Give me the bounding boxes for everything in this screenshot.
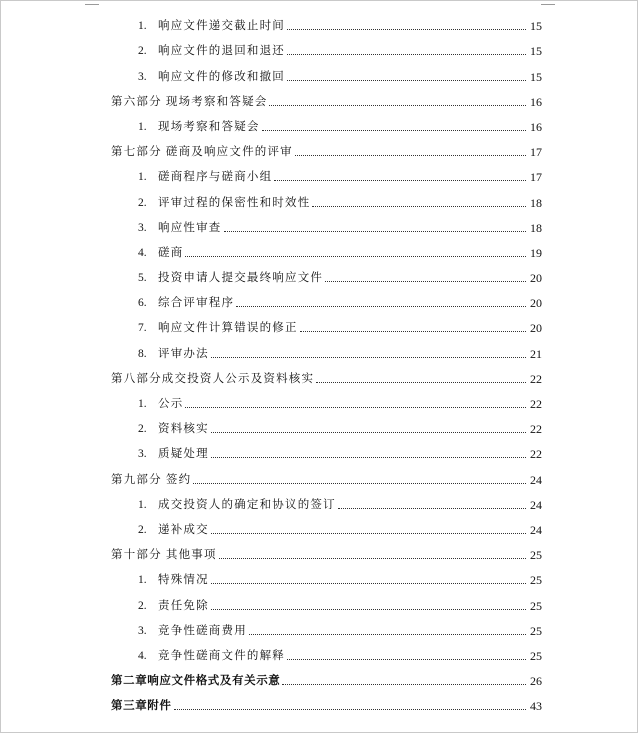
toc-page-number: 15 xyxy=(530,69,542,84)
toc-page-number: 24 xyxy=(530,522,542,537)
toc-dot-leader xyxy=(219,558,526,559)
toc-dot-leader xyxy=(185,407,526,408)
toc-entry-number: 4. xyxy=(138,246,147,259)
toc-dot-leader xyxy=(300,331,526,332)
toc-page-number: 20 xyxy=(530,321,542,336)
toc-page-number: 17 xyxy=(530,145,542,160)
toc-entry-title: 响应文件的修改和撤回 xyxy=(158,70,285,83)
toc-dot-leader xyxy=(211,533,526,534)
toc-page-number: 20 xyxy=(530,296,542,311)
toc-page-number: 22 xyxy=(530,371,542,386)
toc-dot-leader xyxy=(287,80,526,81)
toc-dot-leader xyxy=(338,508,526,509)
toc-page-number: 25 xyxy=(530,573,542,588)
toc-entry-number: 1. xyxy=(138,498,147,511)
toc-entry-number: 5. xyxy=(138,272,147,285)
toc-entry-number: 7. xyxy=(138,322,147,335)
toc-entry-title: 第三章附件 xyxy=(111,700,172,713)
toc-page-number: 43 xyxy=(530,699,542,714)
toc-dot-leader xyxy=(174,709,527,710)
toc-dot-leader xyxy=(224,231,527,232)
toc-entry[interactable] xyxy=(111,386,542,411)
toc-page-number: 25 xyxy=(530,548,542,563)
toc-dot-leader xyxy=(236,306,526,307)
toc-entry-title: 磋商 xyxy=(158,246,184,259)
toc-entry-number: 3. xyxy=(138,221,147,234)
toc-dot-leader xyxy=(262,130,526,131)
toc-entry-title: 磋商程序与磋商小组 xyxy=(158,171,273,184)
toc-entry[interactable] xyxy=(111,310,542,335)
toc-entry-title: 特殊情况 xyxy=(158,574,209,587)
toc-page-number: 16 xyxy=(530,94,542,109)
toc-page-number: 25 xyxy=(530,648,542,663)
toc-entry[interactable] xyxy=(111,613,542,638)
toc-page-number: 22 xyxy=(530,422,542,437)
toc-dot-leader xyxy=(211,457,526,458)
page-corner-mark-right xyxy=(541,1,555,5)
toc-dot-leader xyxy=(287,29,526,30)
toc-entry[interactable] xyxy=(111,134,542,159)
toc-entry-number: 1. xyxy=(138,398,147,410)
toc-entry-number: 4. xyxy=(138,649,147,662)
toc-dot-leader xyxy=(269,105,526,106)
toc-entry-title: 资料核实 xyxy=(158,423,209,436)
toc-page-number: 25 xyxy=(530,598,542,613)
toc-dot-leader xyxy=(185,256,526,257)
toc-dot-leader xyxy=(325,281,526,282)
toc-entry-title: 现场考察和答疑会 xyxy=(158,120,260,133)
page-corner-mark-left xyxy=(85,1,99,5)
toc-entry-number: 2. xyxy=(138,523,147,536)
toc-dot-leader xyxy=(287,659,526,660)
toc-entry[interactable] xyxy=(111,537,542,562)
toc-entry[interactable] xyxy=(111,361,542,386)
toc-entry-title: 公示 xyxy=(158,398,184,410)
toc-entry-number: 8. xyxy=(138,347,147,360)
toc-entry-title: 评审办法 xyxy=(158,347,209,360)
toc-entry[interactable] xyxy=(111,235,542,260)
toc-entry-number: 6. xyxy=(138,297,147,310)
toc-dot-leader xyxy=(211,432,526,433)
toc-entry[interactable] xyxy=(111,8,542,33)
toc-entry[interactable] xyxy=(111,663,542,688)
toc-entry-number: 1. xyxy=(138,171,147,184)
toc-dot-leader xyxy=(211,609,526,610)
toc-entry-title: 响应性审查 xyxy=(158,221,222,234)
toc-page-number: 26 xyxy=(530,674,542,689)
toc-entry-title: 递补成交 xyxy=(158,523,209,536)
toc-entry-number: 2. xyxy=(138,196,147,209)
toc-page-number: 15 xyxy=(530,19,542,34)
toc-entry-title: 第九部分 签约 xyxy=(111,473,192,486)
toc-entry-title: 响应文件的退回和退还 xyxy=(158,45,285,58)
toc-entry[interactable] xyxy=(111,638,542,663)
toc-entry-title: 质疑处理 xyxy=(158,448,209,461)
toc-entry[interactable] xyxy=(111,562,542,587)
table-of-contents xyxy=(111,8,542,713)
toc-dot-leader xyxy=(282,684,526,685)
toc-entry[interactable] xyxy=(111,184,542,209)
toc-entry-number: 3. xyxy=(138,624,147,637)
toc-page-number: 18 xyxy=(530,220,542,235)
toc-page-number: 17 xyxy=(530,170,542,185)
toc-page-number: 24 xyxy=(530,472,542,487)
toc-entry-number: 2. xyxy=(138,45,147,58)
toc-page-number: 20 xyxy=(530,271,542,286)
toc-page-number: 21 xyxy=(530,346,542,361)
toc-entry[interactable] xyxy=(111,688,542,713)
toc-page-number: 16 xyxy=(530,119,542,134)
toc-entry-number: 1. xyxy=(138,120,147,133)
toc-entry-title: 第十部分 其他事项 xyxy=(111,549,217,562)
toc-entry[interactable] xyxy=(111,487,542,512)
toc-dot-leader xyxy=(249,634,526,635)
toc-entry-title: 评审过程的保密性和时效性 xyxy=(158,196,311,209)
toc-entry[interactable] xyxy=(111,411,542,436)
toc-dot-leader xyxy=(211,357,526,358)
toc-entry-title: 责任免除 xyxy=(158,599,209,612)
toc-entry-number: 1. xyxy=(138,574,147,587)
toc-entry[interactable] xyxy=(111,587,542,612)
toc-entry-number: 3. xyxy=(138,448,147,461)
toc-entry[interactable] xyxy=(111,436,542,461)
toc-entry[interactable] xyxy=(111,33,542,58)
toc-entry[interactable] xyxy=(111,335,542,360)
toc-dot-leader xyxy=(316,382,526,383)
toc-entry[interactable] xyxy=(111,461,542,486)
toc-entry[interactable] xyxy=(111,210,542,235)
toc-page-number: 19 xyxy=(530,245,542,260)
toc-entry-number: 3. xyxy=(138,70,147,83)
toc-entry-number: 1. xyxy=(138,20,147,33)
toc-entry-title: 综合评审程序 xyxy=(158,297,235,310)
toc-entry-title: 响应文件递交截止时间 xyxy=(158,20,285,33)
toc-entry-title: 投资申请人提交最终响应文件 xyxy=(158,272,324,285)
toc-page-number: 22 xyxy=(530,397,542,411)
toc-entry[interactable] xyxy=(111,58,542,83)
toc-entry[interactable] xyxy=(111,159,542,184)
toc-dot-leader xyxy=(295,155,526,156)
toc-entry-title: 第六部分 现场考察和答疑会 xyxy=(111,95,268,108)
toc-entry-title: 竞争性磋商文件的解释 xyxy=(158,649,285,662)
toc-dot-leader xyxy=(211,583,526,584)
toc-page-number: 24 xyxy=(530,497,542,512)
toc-dot-leader xyxy=(312,206,526,207)
toc-dot-leader xyxy=(193,483,526,484)
toc-page-number: 25 xyxy=(530,623,542,638)
toc-entry-title: 成交投资人的确定和协议的签订 xyxy=(158,498,336,511)
toc-entry-number: 2. xyxy=(138,423,147,436)
toc-page-number: 15 xyxy=(530,44,542,59)
toc-entry-title: 第八部分成交投资人公示及资料核实 xyxy=(111,372,315,385)
toc-entry-title: 响应文件计算错误的修正 xyxy=(158,322,298,335)
toc-entry[interactable] xyxy=(111,512,542,537)
toc-entry[interactable] xyxy=(111,260,542,285)
toc-entry[interactable] xyxy=(111,84,542,109)
toc-entry-title: 第七部分 磋商及响应文件的评审 xyxy=(111,146,293,159)
toc-dot-leader xyxy=(287,54,526,55)
toc-entry[interactable] xyxy=(111,109,542,134)
toc-page-number: 22 xyxy=(530,447,542,462)
toc-dot-leader xyxy=(274,180,526,181)
toc-entry-number: 2. xyxy=(138,599,147,612)
toc-entry-title: 第二章响应文件格式及有关示意 xyxy=(111,675,281,688)
toc-page-number: 18 xyxy=(530,195,542,210)
toc-entry-title: 竞争性磋商费用 xyxy=(158,624,247,637)
toc-entry[interactable] xyxy=(111,285,542,310)
